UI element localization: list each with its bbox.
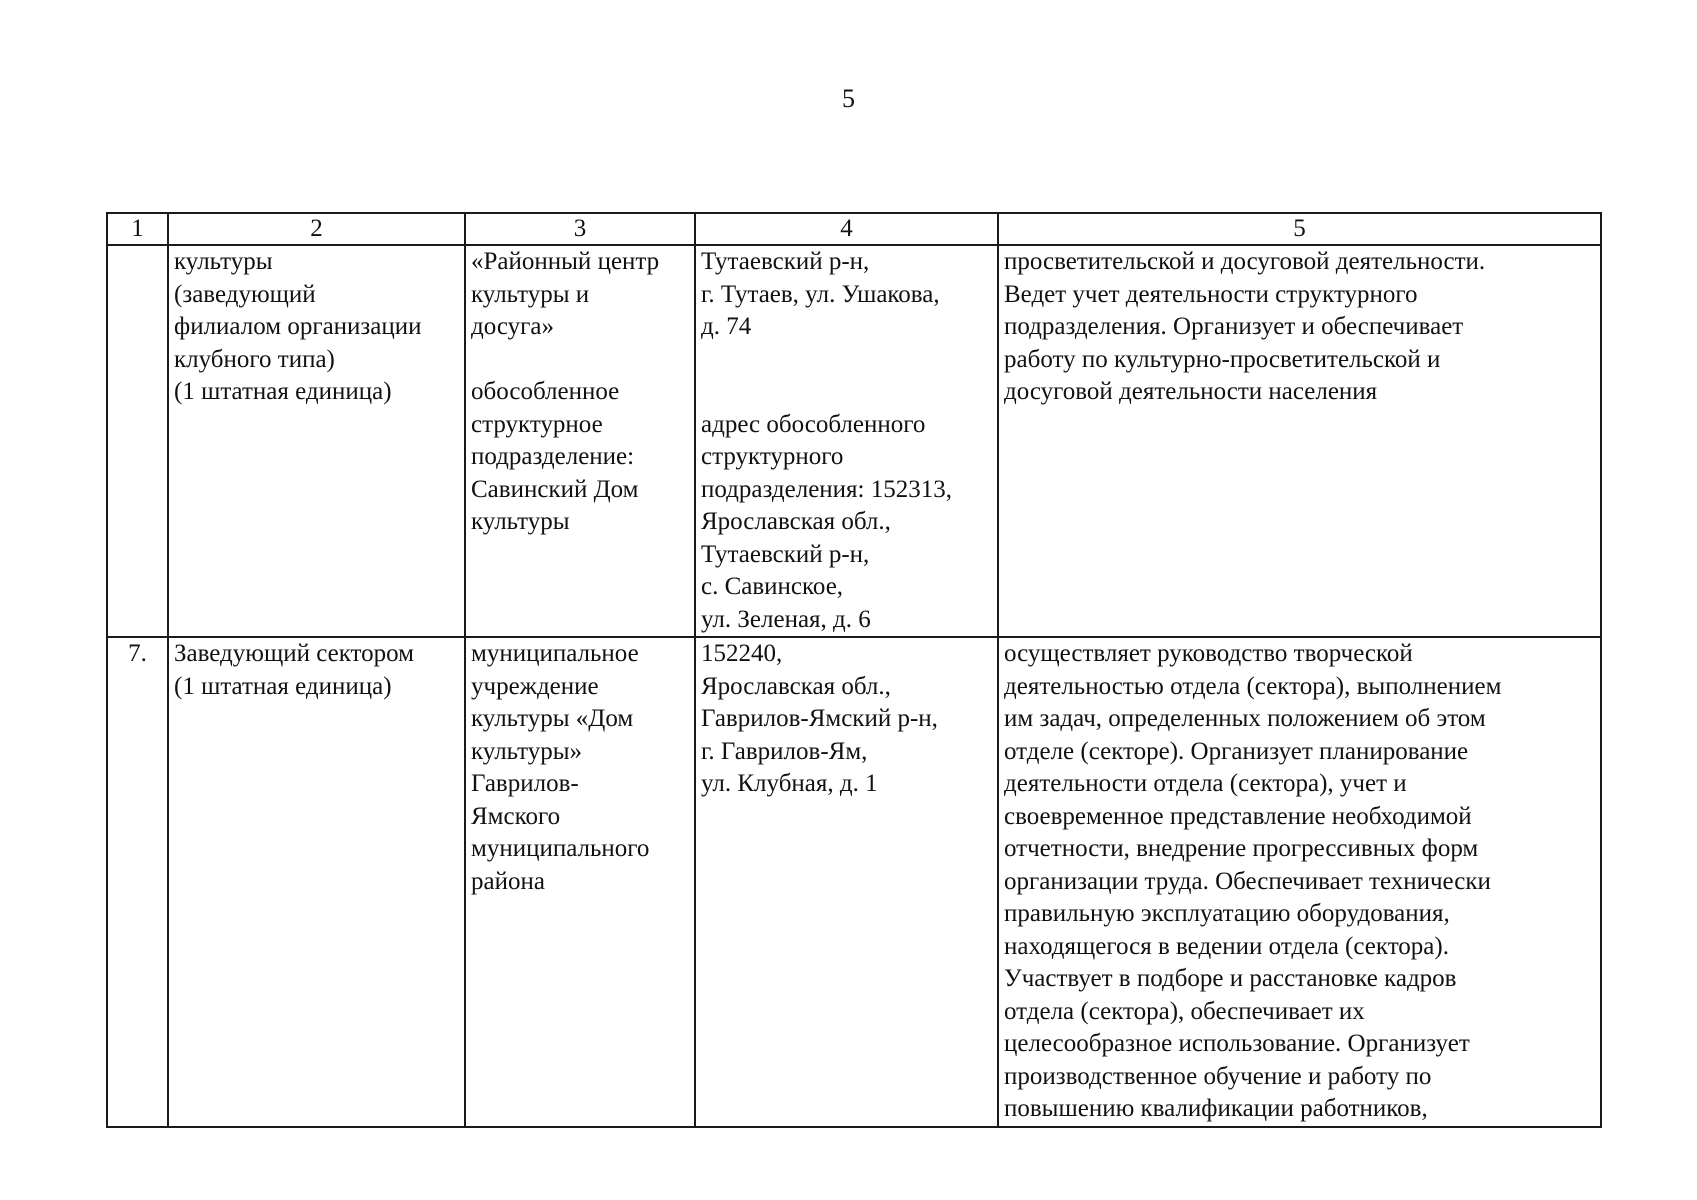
position-cell: культуры (заведующий филиалом организации клубного типа) (1 штатная единица) xyxy=(168,245,465,637)
column-header-3: 3 xyxy=(465,213,695,245)
column-header-4: 4 xyxy=(695,213,998,245)
row-number-cell: 7. xyxy=(107,637,168,1127)
table-row xyxy=(107,245,1601,637)
page-number: 5 xyxy=(842,84,855,113)
column-header-1: 1 xyxy=(107,213,168,245)
organization-cell: «Районный центр культуры и досуга» обособленное структурное подразделение: Савинский Дом культуры xyxy=(465,245,695,637)
table-header-row xyxy=(107,213,1601,245)
column-header-5: 5 xyxy=(998,213,1601,245)
column-header-2: 2 xyxy=(168,213,465,245)
organization-cell: муниципальное учреждение культуры «Дом культуры» Гаврилов- Ямского муниципального района xyxy=(465,637,695,1127)
row-number-cell xyxy=(107,245,168,637)
address-cell: 152240, Ярославская обл., Гаврилов-Ямский р-н, г. Гаврилов-Ям, ул. Клубная, д. 1 xyxy=(695,637,998,1127)
duties-cell: осуществляет руководство творческой деятельностью отдела (сектора), выполнением им задач, определенных положением об этом отделе (секторе). Организует планирование деятельности отдела (сектора), учет и своевременное представление необходимой отчетности, внедрение прогрессивных форм организации труда. Обеспечивает технически правильную эксплуатацию оборудования, находящегося в ведении отдела (сектора). Участвует в подборе и расстановке кадров отдела (сектора), обеспечивает их целесообразное использование. Организует производственное обучение и работу по повышению квалификации работников, xyxy=(998,637,1601,1127)
table-row xyxy=(107,637,1601,1127)
staff-table xyxy=(106,212,1602,1128)
duties-cell: просветительской и досуговой деятельности. Ведет учет деятельности структурного подразделения. Организует и обеспечивает работу по культурно-просветительской и досуговой деятельности населения xyxy=(998,245,1601,637)
address-cell: Тутаевский р-н, г. Тутаев, ул. Ушакова, д. 74 адрес обособленного структурного подразделения: 152313, Ярославская обл., Тутаевский р-н, с. Савинское, ул. Зеленая, д. 6 xyxy=(695,245,998,637)
position-cell: Заведующий сектором (1 штатная единица) xyxy=(168,637,465,1127)
